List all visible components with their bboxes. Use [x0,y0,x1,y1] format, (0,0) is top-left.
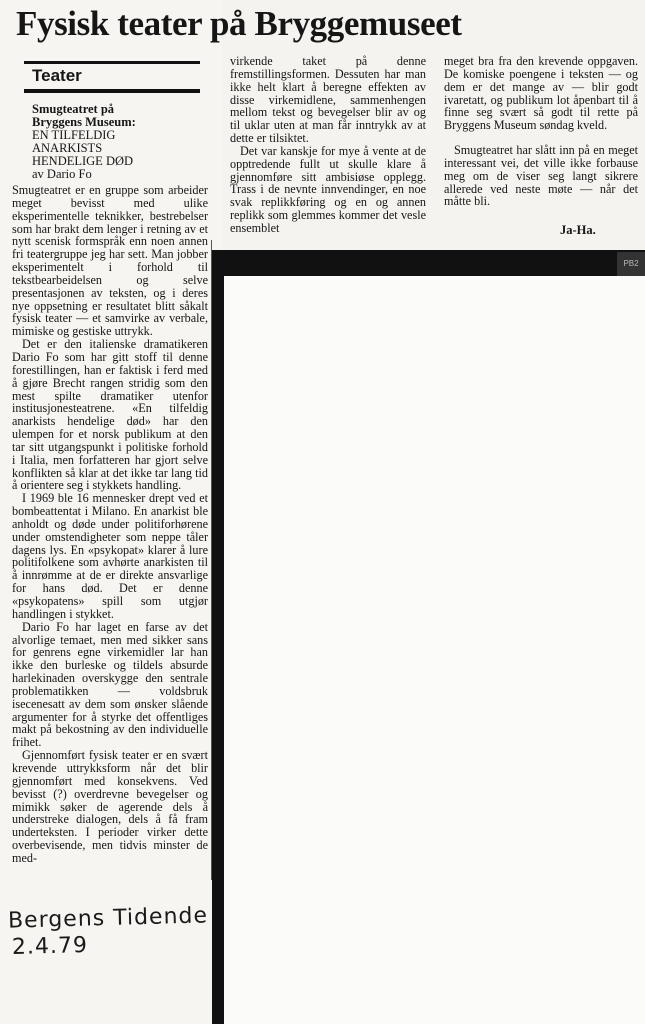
play-title-line-2: ANARKISTS [32,141,103,155]
signature: Ja-Ha. [560,223,596,237]
paragraph: Det er den italienske dramatikeren Dario Fo som har gitt stoff til denne forestillingen, han er faktisk i ferd med å gjøre Brecht rangen stridig som den mest spilte dramatiker utenfor institusjonesteatrene. «En tilfeldig anarkists hendelige død» har den ulempen for et norsk publikum at den tar sitt utgangspunkt i politiske forhold i Italia, men forfatteren har gjort selve konflikten så klar at det ikke tar lang tid å orientere seg i stykkets handling. [12,337,208,493]
article-column-3 [444,55,638,208]
section-label: Teater [32,66,82,85]
paragraph: Dario Fo har laget en farse av det alvorlige temaet, men med sikker sans for genrens egne virkemidler lar han ikke den burleske og tildels absurde harlekinaden overskygge den sentrale problematikken — voldsbruk isecenesatt av dem som ønsker slående argumenter for å styrke det offentliges makt på bekostning av den individuelle frihet. [12,619,208,750]
handwritten-source: Bergens Tidende [7,903,209,934]
paragraph: Smugteatret er en gruppe som arbeider meget bevisst med ulike eksperimentelle teknikker, bestrebelser som har brakt dem lenger i retning av et nytt scenisk formspråk enn noen annen fri teatergruppe jeg har sett. Man jobber eksperimentelt i forhold til tekstbearbeidelsen og selve presentasjonen av teksten, og i deres nye oppsetning er resultatet blitt såkalt fysisk teater — et samvirke av verbale, mimiske og gestiske uttrykk. [12,183,208,339]
article-column-1 [12,184,208,865]
article-column-2 [230,55,426,235]
paragraph: Gjennomført fysisk teater er en svært krevende uttrykksform når det blir gjennomført med konsekvens. Ved bevisst (?) overdrevne bevegelser og mimikk søker de agerende dels å understreke dialogen, dels å få fram underteksten. I perioder virker dette overbevisende, men tidvis minster de med- [12,748,208,865]
paragraph: meget bra fra den krevende oppgaven. De komiske poengene i teksten — og dem er det mange av — blir godt ivaretatt, og publikum lot åpenbart til å finne seg svært så godt til rette på Bryggens Museum søndag kveld. [444,54,638,133]
play-title-line-1: EN TILFELDIG [32,128,116,142]
play-author: av Dario Fo [32,167,92,181]
review-info [32,103,212,181]
venue-line-1: Smugteatret på [32,102,115,116]
section-header [24,61,200,93]
photo-blank-area [224,276,645,1024]
paragraph: I 1969 ble 16 mennesker drept ved et bombeattentat i Milano. En anarkist ble anholdt og døde under politiforhørene under omstendigheter som neppe tåler dagens lys. En «psykopat» klarer å lure politifolkene som avhørte anarkisten til å innrømme at de er direkte ansvarlige for hans død. Det er denne «psykopatens» spill som utgjør handlingen i stykket. [12,491,208,621]
headline: Fysisk teater på Bryggemuseet [16,4,462,43]
paragraph: Det var kanskje for mye å vente at de opptredende fullt ut skulle klare å gjennomføre sitt ambisiøse opplegg. Trass i de nevnte innvendinger, en noe svak replikkføring og en og annen replikk som glemmes kommer det vesle ensemblet [230,143,426,235]
paragraph: virkende taket på denne fremstillingsformen. Dessuten har man ikke helt klart å beregne effekten av disse virkemidlene, sammenhengen mellom tekst og bevegelser blir av og til uklar uten at man får inntrykk av at dette er tilsiktet. [230,54,426,146]
paragraph: Smugteatret har slått inn på en meget interessant vei, det ville ikke forbause meg om de viser seg langt sikrere allerede ved neste møte — når det måtte bli. [444,143,638,209]
handwritten-date: 2.4.79 [11,933,89,960]
play-title-line-3: HENDELIGE DØD [32,154,134,168]
venue-line-2: Bryggens Museum: [32,115,136,129]
photo-corner: PB2 [617,252,645,276]
